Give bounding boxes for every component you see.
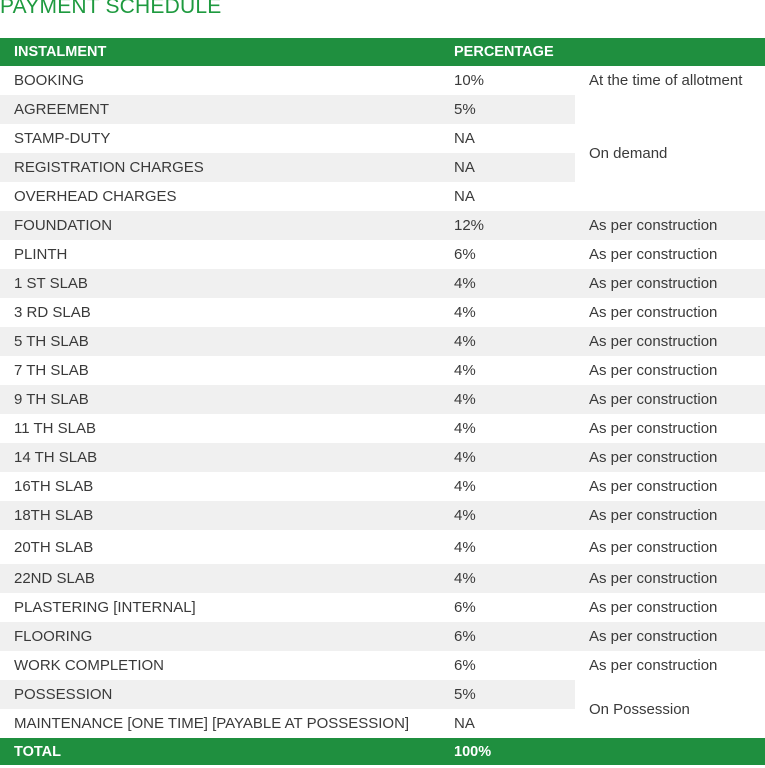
table-row (0, 501, 765, 530)
percentage-cell: 4% (454, 507, 476, 524)
timing-cell-on-possession: On Possession (575, 680, 765, 738)
table-row (0, 680, 765, 709)
instalment-cell: 3 RD SLAB (14, 304, 91, 321)
timing-cell: As per construction (589, 362, 718, 379)
table-row (0, 530, 765, 564)
header-timing (575, 38, 765, 66)
table-header-row (0, 38, 765, 66)
percentage-cell: 5% (454, 686, 476, 703)
timing-cell: As per construction (589, 391, 718, 408)
header-percentage: PERCENTAGE (454, 44, 554, 60)
total-row (0, 738, 765, 765)
percentage-cell: NA (454, 130, 475, 147)
timing-cell: As per construction (589, 657, 718, 674)
instalment-cell: WORK COMPLETION (14, 657, 165, 674)
instalment-cell: FOUNDATION (14, 217, 113, 234)
percentage-cell: 4% (454, 449, 476, 466)
instalment-cell: MAINTENANCE [ONE TIME] [PAYABLE AT POSSESSION] (14, 715, 410, 732)
instalment-cell: 18TH SLAB (14, 507, 94, 524)
timing-cell: As per construction (589, 217, 718, 234)
instalment-cell: OVERHEAD CHARGES (14, 188, 177, 205)
percentage-cell: 12% (454, 217, 485, 234)
instalment-cell: PLASTERING [INTERNAL] (14, 599, 196, 616)
percentage-cell: 6% (454, 246, 476, 263)
percentage-cell: NA (454, 159, 475, 176)
instalment-cell: FLOORING (14, 628, 93, 645)
table-row (0, 298, 765, 327)
percentage-cell: 6% (454, 628, 476, 645)
percentage-cell: 4% (454, 478, 476, 495)
percentage-cell: 5% (454, 101, 476, 118)
timing-cell: As per construction (589, 304, 718, 321)
timing-cell: As per construction (589, 507, 718, 524)
percentage-cell: 4% (454, 391, 476, 408)
table-row (0, 240, 765, 269)
timing-cell: As per construction (589, 246, 718, 263)
instalment-cell: 14 TH SLAB (14, 449, 98, 466)
timing-cell: As per construction (589, 275, 718, 292)
timing-cell: As per construction (589, 570, 718, 587)
table-row (0, 564, 765, 593)
percentage-cell: 6% (454, 657, 476, 674)
percentage-cell: 4% (454, 538, 476, 556)
table-row (0, 443, 765, 472)
total-label: TOTAL (14, 743, 61, 760)
instalment-cell: REGISTRATION CHARGES (14, 159, 204, 176)
instalment-cell: STAMP-DUTY (14, 130, 111, 147)
percentage-cell: NA (454, 188, 475, 205)
percentage-cell: 6% (454, 599, 476, 616)
total-percentage: 100% (454, 743, 492, 760)
timing-cell: As per construction (589, 478, 718, 495)
instalment-cell: BOOKING (14, 72, 85, 89)
percentage-cell: 4% (454, 333, 476, 350)
timing-cell: As per construction (589, 599, 718, 616)
timing-cell: At the time of allotment (589, 72, 743, 89)
table-row (0, 356, 765, 385)
percentage-cell: 4% (454, 304, 476, 321)
instalment-cell: 16TH SLAB (14, 478, 94, 495)
percentage-cell: 10% (454, 72, 485, 89)
instalment-cell: 5 TH SLAB (14, 333, 89, 350)
percentage-cell: 4% (454, 275, 476, 292)
instalment-cell: 20TH SLAB (14, 538, 94, 556)
total-empty-cell (575, 738, 765, 765)
table-row (0, 472, 765, 501)
instalment-cell: POSSESSION (14, 686, 113, 703)
percentage-cell: 4% (454, 362, 476, 379)
percentage-cell: 4% (454, 570, 476, 587)
table-row (0, 95, 765, 124)
table-row (0, 622, 765, 651)
instalment-cell: 9 TH SLAB (14, 391, 89, 408)
timing-cell: As per construction (589, 628, 718, 645)
payment-schedule-table (0, 38, 765, 765)
table-row (0, 269, 765, 298)
table-row (0, 651, 765, 680)
percentage-cell: NA (454, 715, 475, 732)
table-row (0, 327, 765, 356)
percentage-cell: 4% (454, 420, 476, 437)
instalment-cell: AGREEMENT (14, 101, 110, 118)
page-title: PAYMENT SCHEDULE (0, 0, 222, 18)
instalment-cell: PLINTH (14, 246, 68, 263)
instalment-cell: 22ND SLAB (14, 570, 95, 587)
table-row (0, 414, 765, 443)
instalment-cell: 11 TH SLAB (14, 420, 96, 437)
timing-cell: As per construction (589, 333, 718, 350)
table-row (0, 593, 765, 622)
timing-cell-on-demand: On demand (575, 95, 765, 211)
table-row (0, 385, 765, 414)
instalment-cell: 1 ST SLAB (14, 275, 88, 292)
table-row (0, 211, 765, 240)
header-instalment: INSTALMENT (14, 44, 107, 60)
timing-cell: As per construction (589, 449, 718, 466)
timing-cell: As per construction (589, 538, 718, 556)
table-row (0, 66, 765, 95)
instalment-cell: 7 TH SLAB (14, 362, 89, 379)
timing-cell: As per construction (589, 420, 718, 437)
